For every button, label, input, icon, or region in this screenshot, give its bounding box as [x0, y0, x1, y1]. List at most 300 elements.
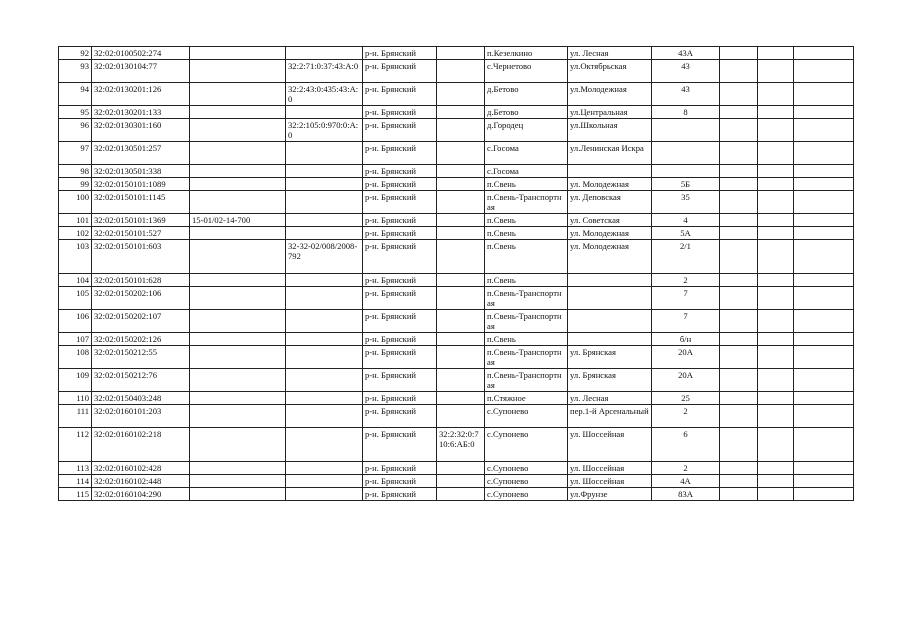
empty-cell-c	[794, 488, 854, 501]
empty-cell-a	[720, 392, 758, 405]
empty-cell-a	[720, 333, 758, 346]
empty-cell-b	[758, 475, 794, 488]
cadastral-number: 32:02:0150101:527	[92, 227, 190, 240]
district: р-н. Брянский	[363, 178, 437, 191]
cadastral-number: 32:02:0150101:1369	[92, 214, 190, 227]
former-number	[286, 346, 363, 369]
table-row	[59, 428, 854, 462]
cadastral-number: 32:02:0150101:1145	[92, 191, 190, 214]
registration-number	[190, 405, 286, 428]
empty-cell-b	[758, 488, 794, 501]
district: р-н. Брянский	[363, 83, 437, 106]
row-number: 103	[59, 240, 92, 274]
empty-cell-c	[794, 106, 854, 119]
district: р-н. Брянский	[363, 214, 437, 227]
row-number: 94	[59, 83, 92, 106]
settlement: п.Свень	[485, 214, 568, 227]
settlement: п.Свень-Транспортная	[485, 369, 568, 392]
row-number: 96	[59, 119, 92, 142]
registration-number	[190, 165, 286, 178]
registration-number	[190, 47, 286, 60]
empty-cell-b	[758, 178, 794, 191]
empty-cell-a	[720, 227, 758, 240]
district: р-н. Брянский	[363, 405, 437, 428]
empty-cell-a	[720, 142, 758, 165]
street	[568, 165, 652, 178]
extra-number	[437, 405, 485, 428]
street: ул.Центральная	[568, 106, 652, 119]
cadastral-number: 32:02:0160102:218	[92, 428, 190, 462]
cadastral-number: 32:02:0150202:126	[92, 333, 190, 346]
row-number: 111	[59, 405, 92, 428]
settlement: п.Свень	[485, 240, 568, 274]
district: р-н. Брянский	[363, 142, 437, 165]
empty-cell-a	[720, 191, 758, 214]
settlement: с.Чернетово	[485, 60, 568, 83]
settlement: п.Свень-Транспортная	[485, 287, 568, 310]
empty-cell-a	[720, 287, 758, 310]
registry-table-body	[59, 47, 854, 501]
empty-cell-c	[794, 475, 854, 488]
row-number: 95	[59, 106, 92, 119]
table-row	[59, 227, 854, 240]
row-number: 105	[59, 287, 92, 310]
street	[568, 310, 652, 333]
house-number: 4	[652, 214, 720, 227]
table-row	[59, 142, 854, 165]
empty-cell-b	[758, 191, 794, 214]
extra-number	[437, 60, 485, 83]
district: р-н. Брянский	[363, 475, 437, 488]
row-number: 97	[59, 142, 92, 165]
former-number	[286, 191, 363, 214]
district: р-н. Брянский	[363, 106, 437, 119]
cadastral-number: 32:02:0100502:274	[92, 47, 190, 60]
row-number: 93	[59, 60, 92, 83]
empty-cell-b	[758, 274, 794, 287]
table-row	[59, 214, 854, 227]
registration-number	[190, 488, 286, 501]
district: р-н. Брянский	[363, 274, 437, 287]
empty-cell-a	[720, 462, 758, 475]
extra-number: 32:2:32:0:710:6:АБ:0	[437, 428, 485, 462]
district: р-н. Брянский	[363, 310, 437, 333]
empty-cell-a	[720, 165, 758, 178]
empty-cell-c	[794, 333, 854, 346]
registration-number	[190, 392, 286, 405]
settlement: п.Свень	[485, 227, 568, 240]
registration-number	[190, 60, 286, 83]
empty-cell-c	[794, 310, 854, 333]
empty-cell-c	[794, 214, 854, 227]
table-row	[59, 462, 854, 475]
cadastral-number: 32:02:0150212:76	[92, 369, 190, 392]
cadastral-number: 32:02:0160104:290	[92, 488, 190, 501]
empty-cell-b	[758, 287, 794, 310]
house-number: 35	[652, 191, 720, 214]
former-number	[286, 274, 363, 287]
empty-cell-c	[794, 240, 854, 274]
house-number: 83А	[652, 488, 720, 501]
table-row	[59, 191, 854, 214]
cadastral-number: 32:02:0130104:77	[92, 60, 190, 83]
former-number: 32:2:105:0:970:0:А:0	[286, 119, 363, 142]
street	[568, 333, 652, 346]
empty-cell-b	[758, 392, 794, 405]
settlement: п.Стяжное	[485, 392, 568, 405]
empty-cell-a	[720, 310, 758, 333]
street: ул. Молодежная	[568, 240, 652, 274]
cadastral-number: 32:02:0150202:106	[92, 287, 190, 310]
district: р-н. Брянский	[363, 462, 437, 475]
table-row	[59, 119, 854, 142]
street: ул. Советская	[568, 214, 652, 227]
house-number	[652, 165, 720, 178]
street	[568, 287, 652, 310]
street: ул.Фрунзе	[568, 488, 652, 501]
empty-cell-b	[758, 119, 794, 142]
table-row	[59, 369, 854, 392]
registration-number	[190, 346, 286, 369]
registration-number	[190, 428, 286, 462]
house-number: 2	[652, 274, 720, 287]
empty-cell-c	[794, 405, 854, 428]
former-number	[286, 47, 363, 60]
empty-cell-b	[758, 333, 794, 346]
former-number	[286, 475, 363, 488]
extra-number	[437, 310, 485, 333]
registration-number	[190, 475, 286, 488]
house-number: 5Б	[652, 178, 720, 191]
registration-number	[190, 178, 286, 191]
row-number: 115	[59, 488, 92, 501]
table-row	[59, 60, 854, 83]
row-number: 108	[59, 346, 92, 369]
district: р-н. Брянский	[363, 369, 437, 392]
empty-cell-b	[758, 47, 794, 60]
table-row	[59, 83, 854, 106]
cadastral-number: 32:02:0130301:160	[92, 119, 190, 142]
former-number: 32:2:71:0:37:43:А:0	[286, 60, 363, 83]
street: пер.1-й Арсенальный	[568, 405, 652, 428]
extra-number	[437, 191, 485, 214]
row-number: 113	[59, 462, 92, 475]
empty-cell-c	[794, 369, 854, 392]
registration-number	[190, 119, 286, 142]
empty-cell-c	[794, 287, 854, 310]
street: ул. Молодежная	[568, 227, 652, 240]
registration-number	[190, 333, 286, 346]
district: р-н. Брянский	[363, 240, 437, 274]
table-row	[59, 287, 854, 310]
table-row	[59, 333, 854, 346]
empty-cell-a	[720, 369, 758, 392]
house-number: 4А	[652, 475, 720, 488]
empty-cell-b	[758, 83, 794, 106]
extra-number	[437, 165, 485, 178]
former-number	[286, 287, 363, 310]
district: р-н. Брянский	[363, 428, 437, 462]
table-row	[59, 47, 854, 60]
street: ул. Лесная	[568, 47, 652, 60]
empty-cell-c	[794, 83, 854, 106]
former-number	[286, 178, 363, 191]
house-number: 5А	[652, 227, 720, 240]
empty-cell-c	[794, 178, 854, 191]
street: ул.Молодежная	[568, 83, 652, 106]
row-number: 98	[59, 165, 92, 178]
empty-cell-a	[720, 405, 758, 428]
registration-number	[190, 274, 286, 287]
empty-cell-b	[758, 310, 794, 333]
row-number: 114	[59, 475, 92, 488]
former-number	[286, 142, 363, 165]
former-number	[286, 333, 363, 346]
street: ул. Брянская	[568, 369, 652, 392]
empty-cell-a	[720, 274, 758, 287]
empty-cell-a	[720, 475, 758, 488]
empty-cell-b	[758, 106, 794, 119]
empty-cell-a	[720, 214, 758, 227]
house-number: 2	[652, 462, 720, 475]
empty-cell-c	[794, 392, 854, 405]
district: р-н. Брянский	[363, 191, 437, 214]
empty-cell-c	[794, 346, 854, 369]
registration-number: 15-01/02-14-700	[190, 214, 286, 227]
registration-number	[190, 240, 286, 274]
empty-cell-a	[720, 346, 758, 369]
empty-cell-c	[794, 165, 854, 178]
district: р-н. Брянский	[363, 346, 437, 369]
extra-number	[437, 475, 485, 488]
house-number: 2	[652, 405, 720, 428]
district: р-н. Брянский	[363, 165, 437, 178]
table-row	[59, 274, 854, 287]
row-number: 104	[59, 274, 92, 287]
empty-cell-c	[794, 142, 854, 165]
table-row	[59, 310, 854, 333]
house-number: 7	[652, 310, 720, 333]
table-row	[59, 488, 854, 501]
row-number: 110	[59, 392, 92, 405]
house-number: б/н	[652, 333, 720, 346]
row-number: 102	[59, 227, 92, 240]
street: ул.Октябрьская	[568, 60, 652, 83]
former-number	[286, 392, 363, 405]
empty-cell-b	[758, 227, 794, 240]
street: ул. Шоссейная	[568, 428, 652, 462]
former-number	[286, 428, 363, 462]
house-number: 20А	[652, 346, 720, 369]
extra-number	[437, 119, 485, 142]
registration-number	[190, 191, 286, 214]
cadastral-number: 32:02:0160101:203	[92, 405, 190, 428]
house-number: 43А	[652, 47, 720, 60]
settlement: с.Супонево	[485, 405, 568, 428]
house-number: 43	[652, 60, 720, 83]
table-row	[59, 392, 854, 405]
house-number	[652, 142, 720, 165]
former-number	[286, 369, 363, 392]
house-number: 20А	[652, 369, 720, 392]
cadastral-number: 32:02:0150101:628	[92, 274, 190, 287]
empty-cell-a	[720, 488, 758, 501]
empty-cell-b	[758, 405, 794, 428]
cadastral-number: 32:02:0130201:133	[92, 106, 190, 119]
former-number	[286, 488, 363, 501]
district: р-н. Брянский	[363, 287, 437, 310]
house-number: 2/1	[652, 240, 720, 274]
registration-number	[190, 310, 286, 333]
extra-number	[437, 287, 485, 310]
street: ул. Шоссейная	[568, 462, 652, 475]
street: ул. Брянская	[568, 346, 652, 369]
registry-table	[58, 46, 854, 501]
district: р-н. Брянский	[363, 60, 437, 83]
empty-cell-c	[794, 60, 854, 83]
extra-number	[437, 178, 485, 191]
empty-cell-c	[794, 191, 854, 214]
empty-cell-b	[758, 142, 794, 165]
settlement: с.Госома	[485, 165, 568, 178]
row-number: 112	[59, 428, 92, 462]
cadastral-number: 32:02:0150101:1089	[92, 178, 190, 191]
empty-cell-a	[720, 60, 758, 83]
settlement: п.Кезелкино	[485, 47, 568, 60]
settlement: д.Бетово	[485, 83, 568, 106]
empty-cell-a	[720, 240, 758, 274]
extra-number	[437, 214, 485, 227]
settlement: с.Супонево	[485, 488, 568, 501]
extra-number	[437, 47, 485, 60]
extra-number	[437, 392, 485, 405]
extra-number	[437, 346, 485, 369]
empty-cell-b	[758, 462, 794, 475]
district: р-н. Брянский	[363, 119, 437, 142]
empty-cell-b	[758, 214, 794, 227]
extra-number	[437, 142, 485, 165]
empty-cell-a	[720, 47, 758, 60]
former-number	[286, 462, 363, 475]
street: ул. Молодежная	[568, 178, 652, 191]
district: р-н. Брянский	[363, 392, 437, 405]
former-number	[286, 310, 363, 333]
settlement: п.Свень-Транспортная	[485, 346, 568, 369]
street	[568, 274, 652, 287]
cadastral-number: 32:02:0150403:248	[92, 392, 190, 405]
house-number: 25	[652, 392, 720, 405]
empty-cell-a	[720, 178, 758, 191]
row-number: 92	[59, 47, 92, 60]
settlement: д.Городец	[485, 119, 568, 142]
cadastral-number: 32:02:0150101:603	[92, 240, 190, 274]
empty-cell-c	[794, 428, 854, 462]
row-number: 109	[59, 369, 92, 392]
extra-number	[437, 488, 485, 501]
registration-number	[190, 227, 286, 240]
registration-number	[190, 142, 286, 165]
extra-number	[437, 462, 485, 475]
empty-cell-c	[794, 119, 854, 142]
house-number	[652, 119, 720, 142]
street: ул. Деповская	[568, 191, 652, 214]
street: ул.Ленинская Искра	[568, 142, 652, 165]
row-number: 100	[59, 191, 92, 214]
former-number: 32-32-02/008/2008-792	[286, 240, 363, 274]
registration-number	[190, 83, 286, 106]
cadastral-number: 32:02:0130201:126	[92, 83, 190, 106]
settlement: п.Свень-Транспортная	[485, 310, 568, 333]
former-number	[286, 106, 363, 119]
empty-cell-c	[794, 462, 854, 475]
row-number: 99	[59, 178, 92, 191]
extra-number	[437, 227, 485, 240]
former-number	[286, 405, 363, 428]
row-number: 107	[59, 333, 92, 346]
street: ул. Лесная	[568, 392, 652, 405]
empty-cell-c	[794, 274, 854, 287]
table-row	[59, 475, 854, 488]
former-number	[286, 214, 363, 227]
street: ул. Шоссейная	[568, 475, 652, 488]
district: р-н. Брянский	[363, 227, 437, 240]
extra-number	[437, 333, 485, 346]
row-number: 101	[59, 214, 92, 227]
settlement: с.Супонево	[485, 462, 568, 475]
empty-cell-a	[720, 119, 758, 142]
cadastral-number: 32:02:0160102:428	[92, 462, 190, 475]
house-number: 8	[652, 106, 720, 119]
house-number: 43	[652, 83, 720, 106]
settlement: п.Свень	[485, 333, 568, 346]
empty-cell-b	[758, 165, 794, 178]
empty-cell-b	[758, 369, 794, 392]
settlement: д.Бетово	[485, 106, 568, 119]
cadastral-number: 32:02:0150202:107	[92, 310, 190, 333]
registration-number	[190, 106, 286, 119]
extra-number	[437, 369, 485, 392]
empty-cell-b	[758, 428, 794, 462]
settlement: с.Госома	[485, 142, 568, 165]
table-row	[59, 405, 854, 428]
cadastral-number: 32:02:0130501:257	[92, 142, 190, 165]
former-number	[286, 227, 363, 240]
table-row	[59, 346, 854, 369]
table-row	[59, 240, 854, 274]
settlement: п.Свень	[485, 178, 568, 191]
settlement: с.Супонево	[485, 475, 568, 488]
row-number: 106	[59, 310, 92, 333]
district: р-н. Брянский	[363, 47, 437, 60]
cadastral-number: 32:02:0150212:55	[92, 346, 190, 369]
district: р-н. Брянский	[363, 488, 437, 501]
empty-cell-b	[758, 346, 794, 369]
extra-number	[437, 106, 485, 119]
registration-number	[190, 462, 286, 475]
former-number	[286, 165, 363, 178]
extra-number	[437, 83, 485, 106]
empty-cell-b	[758, 60, 794, 83]
settlement: с.Супонево	[485, 428, 568, 462]
former-number: 32:2:43:0:435:43:А:0	[286, 83, 363, 106]
house-number: 6	[652, 428, 720, 462]
table-row	[59, 106, 854, 119]
empty-cell-a	[720, 83, 758, 106]
settlement: п.Свень-Транспортная	[485, 191, 568, 214]
extra-number	[437, 240, 485, 274]
empty-cell-a	[720, 106, 758, 119]
house-number: 7	[652, 287, 720, 310]
